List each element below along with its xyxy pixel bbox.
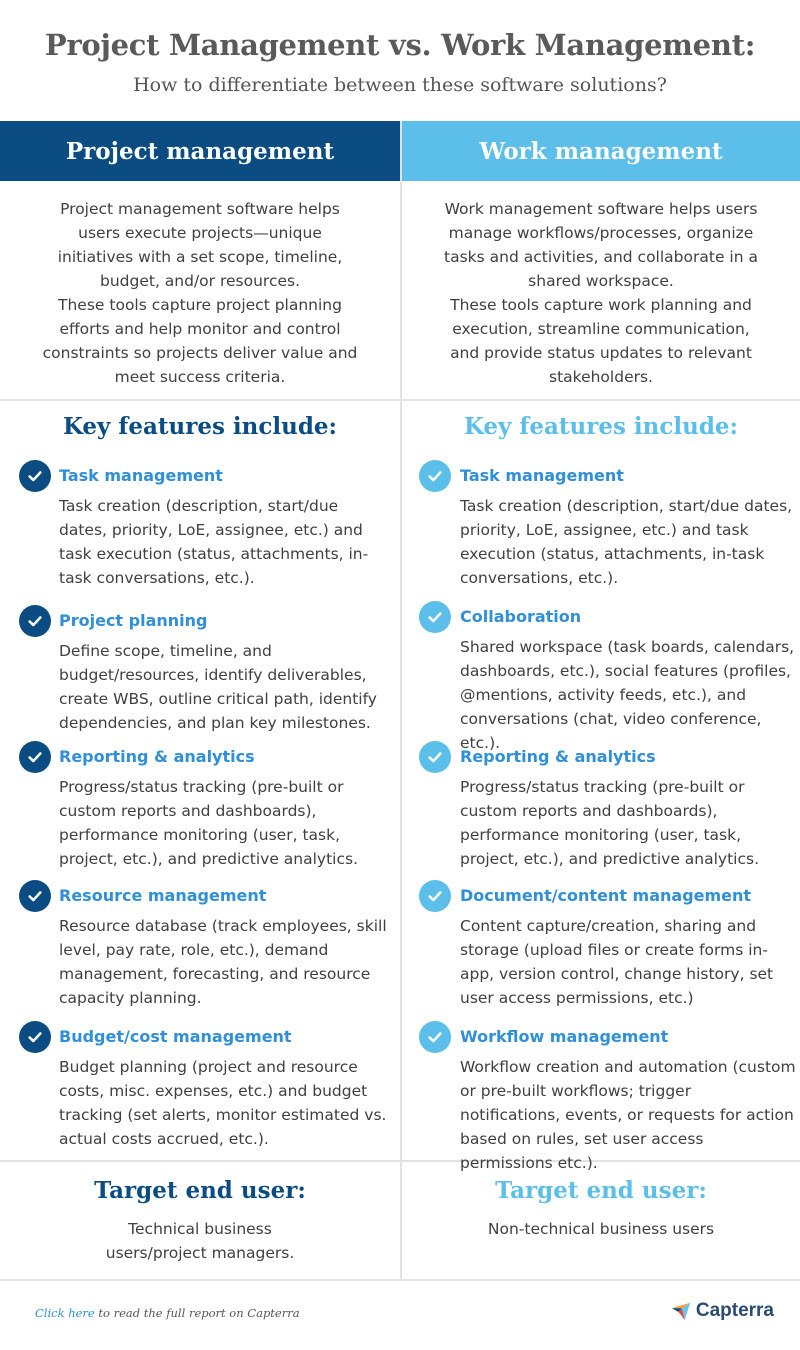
checkmark-icon [419, 601, 451, 633]
work-intro-paragraph: These tools capture work planning and execution, streamline communication, and provide status updates to relevant stakeholders. [450, 296, 752, 386]
feature-title: Task management [460, 466, 624, 485]
section-divider-intro [0, 399, 800, 401]
feature-description: Task creation (description, start/due dates, priority, LoE, assignee, etc.) and task execution (status, attachments, in-task conversations, etc.). [460, 497, 793, 587]
page-subtitle: How to differentiate between these software solutions? [133, 74, 667, 96]
work-key-features-title: Key features include: [463, 413, 739, 440]
feature-description: Shared workspace (task boards, calendars, dashboards, etc.), social features (profiles, @mentions, activity feeds, etc.), and conversations (chat, video conference, etc.). [460, 638, 795, 752]
feature-title: Collaboration [460, 607, 582, 626]
page-title: Project Management vs. Work Management: [44, 28, 756, 62]
work-management-heading: Work management [402, 121, 800, 181]
feature-description: Workflow creation and automation (custom or pre-built workflows; trigger notifications, events, or requests for action based on rules, set user access permissions etc.). [460, 1058, 796, 1172]
checkmark-icon [419, 880, 451, 912]
checkmark-icon [19, 605, 51, 637]
work-intro-paragraph: Work management software helps users manage workflows/processes, organize tasks and activities, and collaborate in a shared workspace. [444, 200, 758, 290]
project-key-features-title: Key features include: [62, 413, 338, 440]
capterra-brand-name: Capterra [695, 1300, 774, 1321]
feature-title: Document/content management [460, 886, 752, 905]
feature-title: Task management [59, 466, 223, 485]
project-intro [0, 197, 400, 389]
feature-title: Reporting & analytics [460, 747, 656, 766]
work-management-column [402, 121, 800, 1238]
feature-description: Define scope, timeline, and budget/resources, identify deliverables, create WBS, outline critical path, identify dependencies, and plan key milestones. [59, 642, 377, 732]
capterra-logo-icon [670, 1300, 692, 1322]
project-target-user-description: Technical business users/project managers. [105, 1220, 295, 1262]
project-management-column [0, 121, 400, 1262]
feature-title: Resource management [59, 886, 267, 905]
feature-title: Project planning [59, 611, 208, 630]
project-management-heading: Project management [0, 121, 400, 181]
checkmark-icon [19, 1021, 51, 1053]
work-target-user-title: Target end user: [495, 1177, 707, 1204]
checkmark-icon [19, 460, 51, 492]
full-report-link[interactable]: Click here [35, 1306, 95, 1320]
checkmark-icon [19, 880, 51, 912]
feature-description: Budget planning (project and resource costs, misc. expenses, etc.) and budget tracking (set alerts, monitor estimated vs. actual costs accrued, etc.). [59, 1058, 387, 1148]
feature-description: Progress/status tracking (pre-built or custom reports and dashboards), performance monitoring (user, task, project, etc.), and predictive analytics. [460, 778, 760, 868]
project-intro-paragraph: These tools capture project planning efforts and help monitor and control constraints so projects deliver value and meet success criteria. [42, 296, 358, 386]
checkmark-icon [19, 741, 51, 773]
infographic-header [0, 0, 800, 121]
checkmark-icon [419, 1021, 451, 1053]
work-target-user-description: Non-technical business users [487, 1220, 715, 1238]
project-intro-paragraph: Project management software helps users execute projects—unique initiatives with a set scope, timeline, budget, and/or resources. [57, 200, 343, 290]
feature-title: Budget/cost management [59, 1027, 292, 1046]
footer-note [35, 1306, 300, 1320]
work-intro [402, 197, 800, 389]
feature-title: Reporting & analytics [59, 747, 255, 766]
checkmark-icon [419, 741, 451, 773]
footer [0, 1282, 800, 1350]
feature-description: Progress/status tracking (pre-built or custom reports and dashboards), performance monitoring (user, task, project, etc.), and predictive analytics. [59, 778, 359, 868]
feature-description: Content capture/creation, sharing and storage (upload files or create forms in-app, version control, change history, set user access permissions, etc.) [460, 917, 774, 1007]
feature-title: Workflow management [460, 1027, 669, 1046]
section-divider-target [0, 1279, 800, 1281]
project-target-user-title: Target end user: [94, 1177, 306, 1204]
feature-description: Task creation (description, start/due dates, priority, LoE, assignee, etc.) and task execution (status, attachments, in-task conversations, etc.). [59, 497, 369, 587]
footer-note-text: to read the full report on Capterra [94, 1306, 300, 1320]
checkmark-icon [419, 460, 451, 492]
capterra-brand[interactable] [670, 1300, 774, 1322]
feature-description: Resource database (track employees, skill level, pay rate, role, etc.), demand management, forecasting, and resource capacity planning. [59, 917, 387, 1007]
